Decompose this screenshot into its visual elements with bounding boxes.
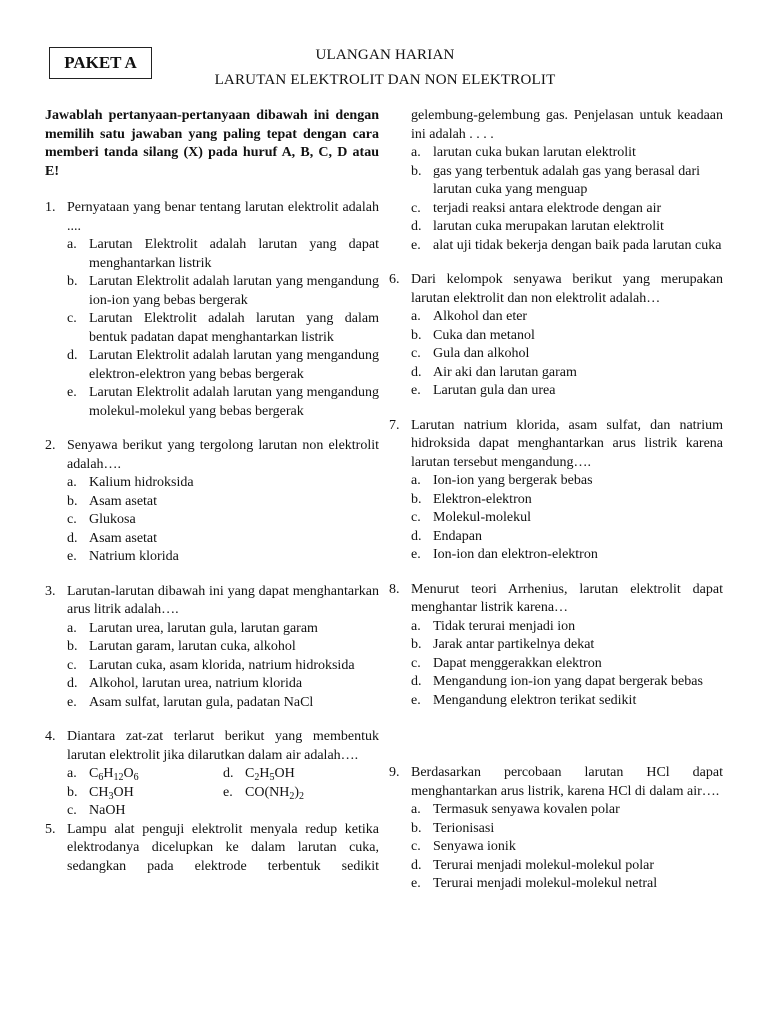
option-text: 5 xyxy=(269,772,275,783)
option[interactable] xyxy=(67,236,379,273)
option-letter: d. xyxy=(411,857,422,873)
option-text: Larutan Elektrolit adalah larutan yang dapat menghantarkan listrik xyxy=(89,237,379,271)
option[interactable] xyxy=(411,655,723,674)
option[interactable] xyxy=(411,546,723,565)
option-letter: c. xyxy=(411,839,421,854)
option[interactable] xyxy=(223,784,379,803)
option-letter: b. xyxy=(67,274,78,289)
option-text: Termasuk senyawa kovalen polar xyxy=(433,802,620,817)
option-letter: d. xyxy=(411,219,422,234)
exam-subtitle: LARUTAN ELEKTROLIT DAN NON ELEKTROLIT xyxy=(214,72,556,88)
option[interactable] xyxy=(411,618,723,637)
option-letter: b. xyxy=(67,784,78,800)
option[interactable] xyxy=(67,310,379,347)
option-text: Endapan xyxy=(433,528,482,544)
option-letter: e. xyxy=(411,237,421,253)
question-number: 6. xyxy=(389,272,400,287)
option-text: OH xyxy=(113,784,134,800)
option[interactable] xyxy=(67,638,379,657)
option-text: Larutan Elektrolit adalah larutan yang mengandung ion-ion yang bebas bergerak xyxy=(89,274,379,308)
option[interactable] xyxy=(411,673,723,692)
option-text: Senyawa ionik xyxy=(433,839,516,854)
option-text: Terurai menjadi molekul-molekul polar xyxy=(433,857,655,873)
option[interactable] xyxy=(411,308,723,327)
option-text: 12 xyxy=(113,772,124,783)
option[interactable] xyxy=(411,857,723,876)
option-text: terjadi reaksi antara elektrode dengan air xyxy=(433,200,662,216)
option[interactable] xyxy=(411,200,723,219)
option[interactable] xyxy=(67,548,379,567)
option-letter: d. xyxy=(411,364,422,380)
question-number: 8. xyxy=(389,581,400,597)
option-letter: e. xyxy=(67,694,77,710)
option-text: Alkohol dan eter xyxy=(433,309,528,324)
question-text: Berdasarkan percobaan larutan HCl dapat menghantarkan arus listrik, karena HCl di dalam air…. xyxy=(411,765,723,799)
option-letter: b. xyxy=(411,327,422,343)
option-text: 3 xyxy=(108,790,114,802)
option-letter: e. xyxy=(411,692,421,708)
question-6 xyxy=(389,271,723,401)
option-text: Mengandung elektron terikat sedikit xyxy=(433,692,637,708)
question-number: 3. xyxy=(45,583,56,599)
question-text: Diantara zat-zat terlarut berikut yang membentuk larutan elektrolit jika dilarutkan dalam air adalah…. xyxy=(67,729,379,763)
option-letter: c. xyxy=(411,510,421,525)
option[interactable] xyxy=(411,327,723,346)
option-letter: a. xyxy=(411,618,421,634)
option-letter: e. xyxy=(223,784,233,800)
option-letter: c. xyxy=(67,657,77,673)
question-text: gelembung-gelembung gas. Penjelasan untuk keadaan ini adalah . . . . xyxy=(411,108,723,142)
question-text: Lampu alat penguji elektrolit menyala redup ketika elektrodanya dicelupkan ke dalam larutan cuka, sedangkan pada elektrode terbentuk sedikit xyxy=(67,821,379,874)
option-text: Terurai menjadi molekul-molekul netral xyxy=(433,876,658,891)
option[interactable] xyxy=(411,528,723,547)
option[interactable] xyxy=(67,474,379,493)
question-number: 5. xyxy=(45,821,56,837)
option-text: 2 xyxy=(299,790,305,802)
option-text: Tidak terurai menjadi ion xyxy=(433,618,576,634)
option-text: H xyxy=(259,766,270,781)
option-letter: d. xyxy=(411,528,422,544)
option-text: 2 xyxy=(289,790,295,802)
option-text: Air aki dan larutan garam xyxy=(433,364,577,380)
option[interactable] xyxy=(67,384,379,421)
option-letter: a. xyxy=(67,237,77,252)
option-text: alat uji tidak bekerja dengan baik pada larutan cuka xyxy=(433,237,722,253)
option-letter: c. xyxy=(411,200,421,216)
option[interactable] xyxy=(411,472,723,491)
option-text: Larutan Elektrolit adalah larutan yang mengandung molekul-molekul yang bebas bergerak xyxy=(89,385,379,419)
option[interactable] xyxy=(67,784,223,803)
question-text: Menurut teori Arrhenius, larutan elektrolit dapat menghantar listrik karena… xyxy=(411,581,723,615)
option-text: Asam sulfat, larutan gula, padatan NaCl xyxy=(89,694,314,710)
question-5-continued xyxy=(389,107,723,255)
option-text: CO(NH xyxy=(245,784,290,800)
option[interactable] xyxy=(411,218,723,237)
option[interactable] xyxy=(411,875,723,894)
option-letter: c. xyxy=(67,311,77,326)
option[interactable] xyxy=(411,491,723,510)
option-text: NaOH xyxy=(89,803,126,818)
option-letter: b. xyxy=(411,163,422,179)
option-letter: b. xyxy=(67,639,78,654)
option-text: Glukosa xyxy=(89,512,136,527)
option-letter: b. xyxy=(411,637,422,652)
option[interactable] xyxy=(411,144,723,163)
option-letter: c. xyxy=(67,803,77,818)
option-letter: c. xyxy=(411,346,421,361)
option-text: O xyxy=(123,766,134,781)
option[interactable] xyxy=(67,530,379,549)
right-column xyxy=(389,107,723,894)
paket-label: PAKET A xyxy=(49,47,152,79)
option-text: Larutan Elektrolit adalah larutan yang mengandung elektron-elektron yang bebas bergerak xyxy=(89,348,379,382)
option-letter: a. xyxy=(67,620,77,636)
option-letter: e. xyxy=(67,385,77,400)
question-text: Larutan natrium klorida, asam sulfat, dan natrium hidroksida dapat menghantarkan arus listrik karena larutan tersebut mengandung…. xyxy=(411,417,723,470)
option[interactable] xyxy=(67,694,379,713)
option-text: ) xyxy=(294,784,300,800)
option-text: Elektron-elektron xyxy=(433,491,532,507)
question-9 xyxy=(389,764,723,894)
option[interactable] xyxy=(411,237,723,256)
option[interactable] xyxy=(67,620,379,639)
question-4 xyxy=(45,728,379,821)
option[interactable] xyxy=(411,801,723,820)
left-column xyxy=(45,107,379,876)
question-number: 4. xyxy=(45,729,56,744)
option-letter: d. xyxy=(67,676,78,691)
question-number: 9. xyxy=(389,765,400,780)
option-letter: c. xyxy=(411,655,421,671)
option[interactable] xyxy=(67,493,379,512)
option-letter: e. xyxy=(67,549,77,564)
option-letter: e. xyxy=(411,383,421,398)
option-text: Cuka dan metanol xyxy=(433,327,535,343)
question-text: Dari kelompok senyawa berikut yang merupakan larutan elektrolit dan non elektrolit adalah… xyxy=(411,272,723,306)
option[interactable] xyxy=(67,802,379,821)
option-letter: b. xyxy=(67,493,78,509)
question-1 xyxy=(45,199,379,421)
question-number: 7. xyxy=(389,417,400,433)
instructions: Jawablah pertanyaan-pertanyaan dibawah ini dengan memilih satu jawaban yang paling tepat dengan cara memberi tanda silang (X) pada huruf A, B, C, D atau E! xyxy=(45,108,379,179)
option-text: Ion-ion yang bergerak bebas xyxy=(433,473,593,488)
option-text: Terionisasi xyxy=(433,820,495,836)
option[interactable] xyxy=(67,675,379,694)
option[interactable] xyxy=(411,509,723,528)
question-number: 1. xyxy=(45,200,56,215)
option-letter: e. xyxy=(411,547,421,562)
option-letter: d. xyxy=(223,766,234,781)
option[interactable] xyxy=(67,765,223,784)
question-text: Senyawa berikut yang tergolong larutan non elektrolit adalah…. xyxy=(67,438,379,472)
option-text: gas yang terbentuk adalah gas yang berasal dari larutan cuka yang menguap xyxy=(433,163,701,197)
option-text: Larutan urea, larutan gula, larutan garam xyxy=(89,620,318,636)
option[interactable] xyxy=(411,345,723,364)
option-text: C xyxy=(245,766,255,781)
option[interactable] xyxy=(411,382,723,401)
option-letter: a. xyxy=(411,309,421,324)
option[interactable] xyxy=(67,273,379,310)
option-text: Natrium klorida xyxy=(89,549,179,564)
question-2 xyxy=(45,437,379,567)
option-letter: a. xyxy=(411,473,421,488)
option-letter: d. xyxy=(411,674,422,689)
option-letter: c. xyxy=(67,512,77,527)
question-7 xyxy=(389,417,723,565)
option-text: Jarak antar partikelnya dekat xyxy=(433,637,595,652)
question-5 xyxy=(45,821,379,877)
option-letter: a. xyxy=(411,802,421,817)
option-text: larutan cuka bukan larutan elektrolit xyxy=(433,145,636,160)
option[interactable] xyxy=(67,657,379,676)
option[interactable] xyxy=(411,364,723,383)
option-text: 2 xyxy=(254,772,260,783)
option-text: Molekul-molekul xyxy=(433,510,531,525)
option-letter: a. xyxy=(67,475,77,490)
option[interactable] xyxy=(67,347,379,384)
exam-title: ULANGAN HARIAN xyxy=(315,47,455,63)
option-text: Alkohol, larutan urea, natrium klorida xyxy=(89,676,303,691)
option-text: CH xyxy=(89,784,109,800)
option-text: H xyxy=(103,766,114,781)
option-letter: a. xyxy=(67,766,77,781)
option[interactable] xyxy=(411,163,723,200)
option-letter: d. xyxy=(67,348,78,363)
question-3 xyxy=(45,583,379,713)
option[interactable] xyxy=(67,511,379,530)
option-text: Larutan Elektrolit adalah larutan yang dalam bentuk padatan dapat menghantarkan listrik xyxy=(89,311,379,345)
option-text: larutan cuka merupakan larutan elektrolit xyxy=(433,219,664,234)
option-text: Dapat menggerakkan elektron xyxy=(433,655,602,671)
option-letter: a. xyxy=(411,145,421,160)
question-text: Larutan-larutan dibawah ini yang dapat menghantarkan arus litrik adalah…. xyxy=(67,583,379,617)
option-text: OH xyxy=(274,766,295,781)
option-text: Asam asetat xyxy=(89,530,158,546)
option-text: Asam asetat xyxy=(89,493,158,509)
option-text: Larutan cuka, asam klorida, natrium hidroksida xyxy=(89,657,355,673)
option-text: C xyxy=(89,766,99,781)
option-text: Larutan garam, larutan cuka, alkohol xyxy=(89,639,296,654)
option-text: Kalium hidroksida xyxy=(89,475,194,490)
option-text: Gula dan alkohol xyxy=(433,346,530,361)
option[interactable] xyxy=(411,838,723,857)
question-text: Pernyataan yang benar tentang larutan elektrolit adalah .... xyxy=(67,200,379,234)
option[interactable] xyxy=(411,820,723,839)
option-letter: d. xyxy=(67,530,78,546)
option[interactable] xyxy=(411,692,723,711)
option-text: Ion-ion dan elektron-elektron xyxy=(433,547,598,562)
option-text: 6 xyxy=(133,772,139,783)
option-letter: e. xyxy=(411,876,421,891)
question-8 xyxy=(389,581,723,711)
option-text: Larutan gula dan urea xyxy=(433,383,556,398)
option[interactable] xyxy=(223,765,379,784)
option-letter: b. xyxy=(411,820,422,836)
option[interactable] xyxy=(411,636,723,655)
option-text: Mengandung ion-ion yang dapat bergerak bebas xyxy=(433,674,703,689)
option-text: 6 xyxy=(98,772,104,783)
option-letter: b. xyxy=(411,491,422,507)
question-number: 2. xyxy=(45,438,56,453)
